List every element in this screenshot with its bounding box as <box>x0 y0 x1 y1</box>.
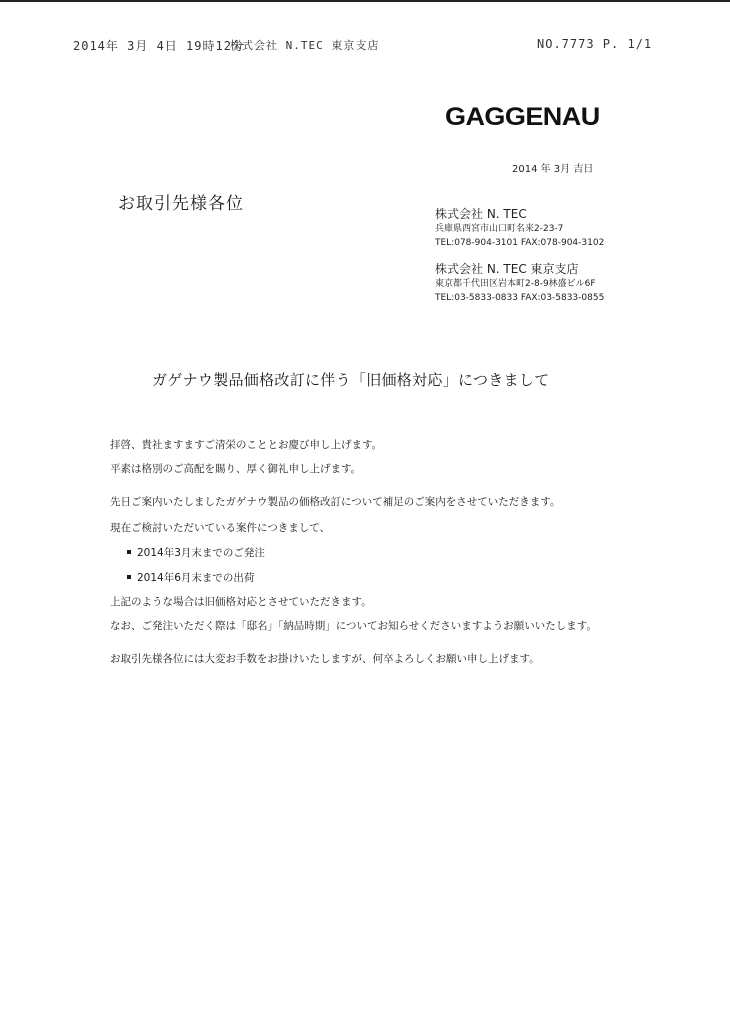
document-title: ガゲナウ製品価格改訂に伴う「旧価格対応」につきまして <box>152 371 550 389</box>
company-name: 株式会社 N. TEC <box>435 207 527 221</box>
body-paragraph-3: 上記のような場合は旧価格対応とさせていただきます。 <box>110 596 372 608</box>
bullet-item <box>127 545 265 560</box>
greeting-line-2: 平素は格別のご高配を賜り、厚く御礼申し上げます。 <box>110 463 362 475</box>
company-address: 東京都千代田区岩本町2-8-9林盛ビル6F <box>435 279 596 289</box>
body-paragraph-4: なお、ご発注いただく際は「邸名」「納品時期」についてお知らせくださいますようお願いいたします。 <box>110 620 597 632</box>
bullet-item <box>127 570 254 585</box>
greeting-line-1: 拝啓、貴社ますますご清栄のこととお慶び申し上げます。 <box>110 439 383 451</box>
gaggenau-logo: GAGGENAU <box>445 103 600 131</box>
company-phone-fax: TEL:078-904-3101 FAX:078-904-3102 <box>435 238 605 248</box>
fax-header-sender: 株式会社 N.TEC 東京支店 <box>230 39 380 52</box>
fax-header-datetime: 2014年 3月 4日 19時12分 <box>73 39 245 53</box>
recipient-salutation: お取引先様各位 <box>118 194 244 214</box>
company-block-tokyo-branch <box>435 262 604 305</box>
body-paragraph-2: 現在ご検討いただいている案件につきまして、 <box>110 522 331 534</box>
fax-top-border <box>0 0 730 2</box>
bullet-text: 2014年3月末までのご発注 <box>137 547 265 559</box>
company-block-head-office <box>435 207 604 250</box>
body-paragraph-1: 先日ご案内いたしましたガゲナウ製品の価格改訂について補足のご案内をさせていただきます。 <box>110 496 561 508</box>
company-address: 兵庫県西宮市山口町名来2-23-7 <box>435 224 564 234</box>
closing-line: お取引先様各位には大変お手数をお掛けいたしますが、何卒よろしくお願い申し上げます。 <box>110 653 540 665</box>
bullet-icon <box>127 550 131 554</box>
fax-header-page-number: NO.7773 P. 1/1 <box>537 37 653 51</box>
bullet-icon <box>127 575 131 579</box>
document-date: 2014 年 3月 吉日 <box>512 164 594 175</box>
company-name: 株式会社 N. TEC 東京支店 <box>435 262 579 276</box>
bullet-text: 2014年6月末までの出荷 <box>137 572 255 584</box>
company-phone-fax: TEL:03-5833-0833 FAX:03-5833-0855 <box>435 293 605 303</box>
